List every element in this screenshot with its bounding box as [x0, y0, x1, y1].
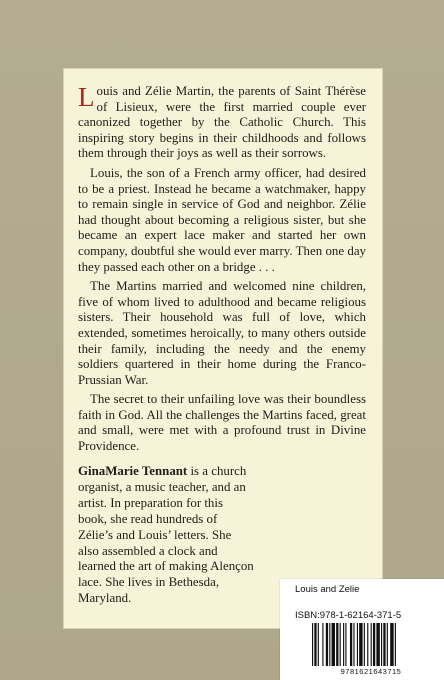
- barcode-icon: [312, 623, 428, 666]
- synopsis: [78, 84, 366, 459]
- synopsis-paragraph-3: The Martins married and welcomed nine children, five of whom lived to adulthood and became religious sisters. Their household was full of love, which extended, sometimes heroically, to many others outside their family, including the needy and the enemy soldiers quartered in their home during the Franco-Prussian War.: [78, 279, 366, 387]
- author-bio: [78, 464, 254, 607]
- synopsis-paragraph-1: [78, 84, 366, 162]
- synopsis-paragraph-1-text: ouis and Zélie Martin, the parents of Saint Thérèse of Lisieux, were the first married couple ever canonized together by the Catholic Church. This inspiring story begins in their childhoods and follows them through their joys as well as their sorrows.: [78, 84, 366, 161]
- sticker-isbn: ISBN:978-1-62164-371-5: [295, 610, 402, 621]
- synopsis-paragraph-2: Louis, the son of a French army officer, had desired to be a priest. Instead he became a watchmaker, happy to remain single in service of God and neighbor. Zélie had thought about becoming a religious sister, but she became an expert lace maker and started her own company, doubtful she would ever marry. Then one day they passed each other on a bridge . . .: [78, 165, 366, 274]
- barcode-number: 9781621643715: [340, 667, 402, 676]
- author-bio-text: is a church organist, a music teacher, and an artist. In preparation for this book, she read hundreds of Zélie’s and Louis’ letters. She also assembled a clock and learned the art of making Alençon lace. She lives in Bethesda, Maryland.: [78, 464, 254, 606]
- isbn-sticker: [280, 579, 444, 680]
- synopsis-paragraph-4: The secret to their unfailing love was their boundless faith in God. All the challenges the Martins faced, great and small, were met with a profound trust in Divine Providence.: [78, 392, 366, 454]
- author-name: GinaMarie Tennant: [78, 464, 188, 478]
- sticker-title: Louis and Zelie: [295, 584, 360, 595]
- drop-cap: L: [78, 82, 95, 112]
